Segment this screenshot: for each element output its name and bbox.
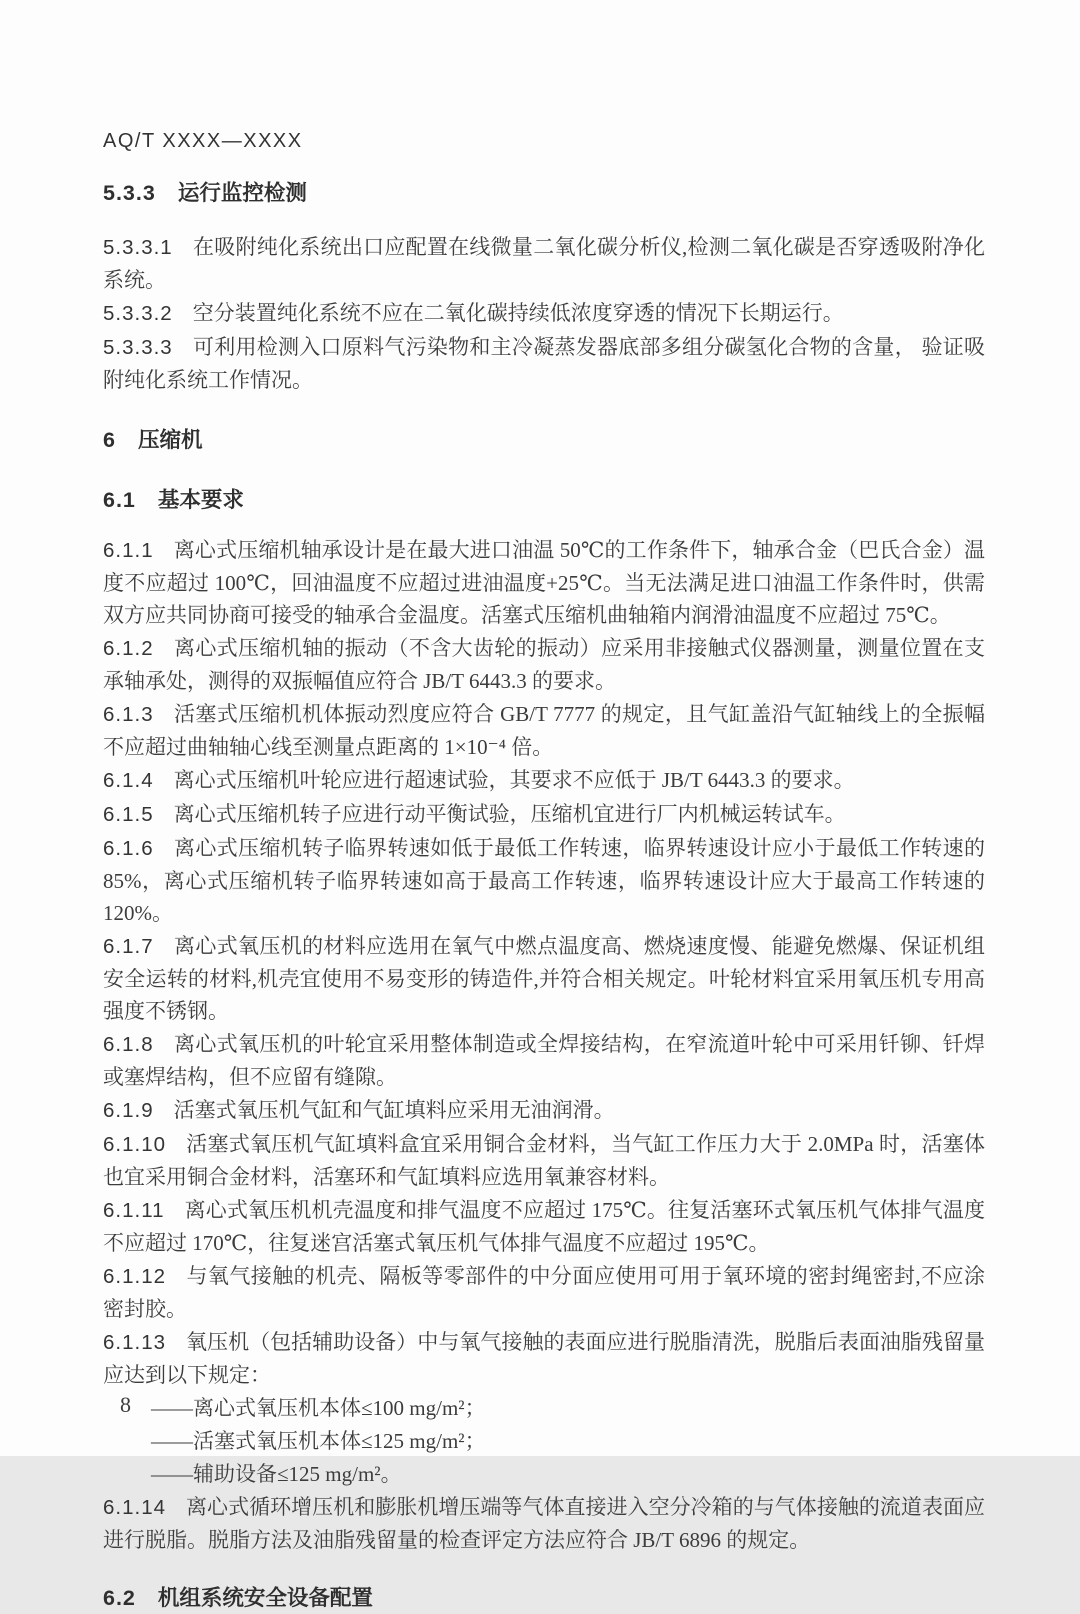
clause-text: 在吸附纯化系统出口应配置在线微量二氧化碳分析仪,检测二氧化碳是否穿透吸附净化系统。: [103, 235, 985, 292]
heading-number: 5.3.3: [103, 181, 156, 205]
clause-text: 空分装置纯化系统不应在二氧化碳持续低浓度穿透的情况下长期运行。: [192, 301, 844, 325]
clause-text: 离心式压缩机轴承设计是在最大进口油温 50℃的工作条件下，轴承合金（巴氏合金）温度不应超过 100℃，回油温度不应超过进油温度+25℃。当无法满足进口油温工作条件时，供需双方应共同协商可接受的轴承合金温度。活塞式压缩机曲轴箱内润滑油温度不应超过 75℃。: [103, 538, 985, 627]
clause-6-1-12: [103, 1260, 985, 1325]
clause-number: 6.1.2: [103, 637, 154, 660]
clause-text: 离心式氧压机机壳温度和排气温度不应超过 175℃。往复活塞环式氧压机气体排气温度不应超过 170℃，往复迷宫活塞式氧压机气体排气温度不应超过 195℃。: [103, 1198, 985, 1255]
heading-5-3-3: [103, 177, 985, 209]
dash-list-item-centrifugal-limit: ——离心式氧压机本体≤100 mg/m²；: [151, 1396, 486, 1420]
clause-number: 5.3.3.1: [103, 236, 173, 259]
clause-5-3-3-2: [103, 297, 985, 330]
heading-title: 基本要求: [157, 488, 244, 512]
heading-number: 6: [103, 428, 116, 452]
clause-text: 可利用检测入口原料气污染物和主冷凝蒸发器底部多组分碳氢化合物的含量， 验证吸附纯化系统工作情况。: [103, 335, 985, 392]
clause-number: 5.3.3.2: [103, 302, 173, 325]
clause-6-1-10: [103, 1128, 985, 1193]
clause-text: 离心式压缩机轴的振动（不含大齿轮的振动）应采用非接触式仪器测量，测量位置在支承轴承处，测得的双振幅值应符合 JB/T 6443.3 的要求。: [103, 636, 985, 693]
heading-6-1: [103, 484, 985, 516]
page-number: 8: [120, 1392, 131, 1417]
clause-6-1-7: [103, 930, 985, 1027]
clause-5-3-3-1: [103, 231, 985, 296]
heading-title: 机组系统安全设备配置: [157, 1586, 373, 1610]
clause-number: 5.3.3.3: [103, 336, 173, 359]
clause-text: 氧压机（包括辅助设备）中与氧气接触的表面应进行脱脂清洗，脱脂后表面油脂残留量应达到以下规定：: [103, 1330, 985, 1387]
clause-number: 6.1.10: [103, 1133, 166, 1156]
doc-code-header: AQ/T XXXX—XXXX: [103, 130, 303, 152]
clause-number: 6.1.6: [103, 837, 154, 860]
clause-number: 6.1.8: [103, 1033, 154, 1056]
dash-list-item-auxiliary-limit: ——辅助设备≤125 mg/m²。: [151, 1462, 402, 1486]
clause-6-1-8: [103, 1028, 985, 1093]
clause-text: 与氧气接触的机壳、隔板等零部件的中分面应使用可用于氧环境的密封绳密封,不应涂密封胶。: [103, 1264, 985, 1321]
clause-6-1-13: [103, 1326, 985, 1391]
clause-6-1-6: [103, 832, 985, 929]
clause-text: 离心式压缩机转子临界转速如低于最低工作转速，临界转速设计应小于最低工作转速的 85%，离心式压缩机转子临界转速如高于最高工作转速，临界转速设计应大于最高工作转速的 120%。: [103, 836, 985, 925]
clause-number: 6.1.4: [103, 769, 154, 792]
heading-number: 6.1: [103, 488, 136, 512]
heading-title: 压缩机: [137, 428, 203, 452]
clause-6-1-1: [103, 534, 985, 631]
clause-text: 离心式循环增压机和膨胀机增压端等气体直接进入空分冷箱的与气体接触的流道表面应进行脱脂。脱脂方法及油脂残留量的检查评定方法应符合 JB/T 6896 的规定。: [103, 1495, 985, 1552]
clause-number: 6.1.14: [103, 1496, 166, 1519]
clause-6-1-11: [103, 1194, 985, 1259]
clause-6-1-3: [103, 698, 985, 763]
clause-text: 活塞式压缩机机体振动烈度应符合 GB/T 7777 的规定，且气缸盖沿气缸轴线上的全振幅不应超过曲轴轴心线至测量点距离的 1×10⁻⁴ 倍。: [103, 702, 985, 759]
heading-title: 运行监控检测: [177, 181, 307, 205]
clause-number: 6.1.1: [103, 539, 154, 562]
clause-text: 离心式氧压机的叶轮宜采用整体制造或全焊接结构，在窄流道叶轮中可采用钎铆、钎焊或塞焊结构，但不应留有缝隙。: [103, 1032, 985, 1089]
heading-number: 6.2: [103, 1586, 136, 1610]
clause-6-1-4: [103, 764, 985, 797]
clause-text: 离心式压缩机转子应进行动平衡试验，压缩机宜进行厂内机械运转试车。: [173, 802, 846, 826]
clause-number: 6.1.13: [103, 1331, 166, 1354]
heading-6-2: [103, 1582, 985, 1614]
clause-5-3-3-3: [103, 331, 985, 396]
clause-number: 6.1.7: [103, 935, 154, 958]
clause-6-1-5: [103, 798, 985, 831]
clause-number: 6.1.3: [103, 703, 154, 726]
clause-number: 6.1.12: [103, 1265, 166, 1288]
heading-6: [103, 424, 985, 456]
clause-number: 6.1.11: [103, 1199, 165, 1222]
clause-6-1-14: [103, 1491, 985, 1556]
dash-list-item-piston-limit: ——活塞式氧压机本体≤125 mg/m²；: [151, 1429, 486, 1453]
clause-6-1-9: [103, 1094, 985, 1127]
clause-text: 活塞式氧压机气缸和气缸填料应采用无油润滑。: [173, 1098, 615, 1122]
clause-text: 活塞式氧压机气缸填料盒宜采用铜合金材料，当气缸工作压力大于 2.0MPa 时，活塞体也宜采用铜合金材料，活塞环和气缸填料应选用氧兼容材料。: [103, 1132, 985, 1189]
clause-text: 离心式压缩机叶轮应进行超速试验，其要求不应低于 JB/T 6443.3 的要求。: [173, 768, 855, 792]
clause-text: 离心式氧压机的材料应选用在氧气中燃点温度高、燃烧速度慢、能避免燃爆、保证机组安全运转的材料,机壳宜使用不易变形的铸造件,并符合相关规定。叶轮材料宜采用氧压机专用高强度不锈钢。: [103, 934, 985, 1023]
clause-6-1-2: [103, 632, 985, 697]
clause-number: 6.1.9: [103, 1099, 154, 1122]
clause-number: 6.1.5: [103, 803, 154, 826]
